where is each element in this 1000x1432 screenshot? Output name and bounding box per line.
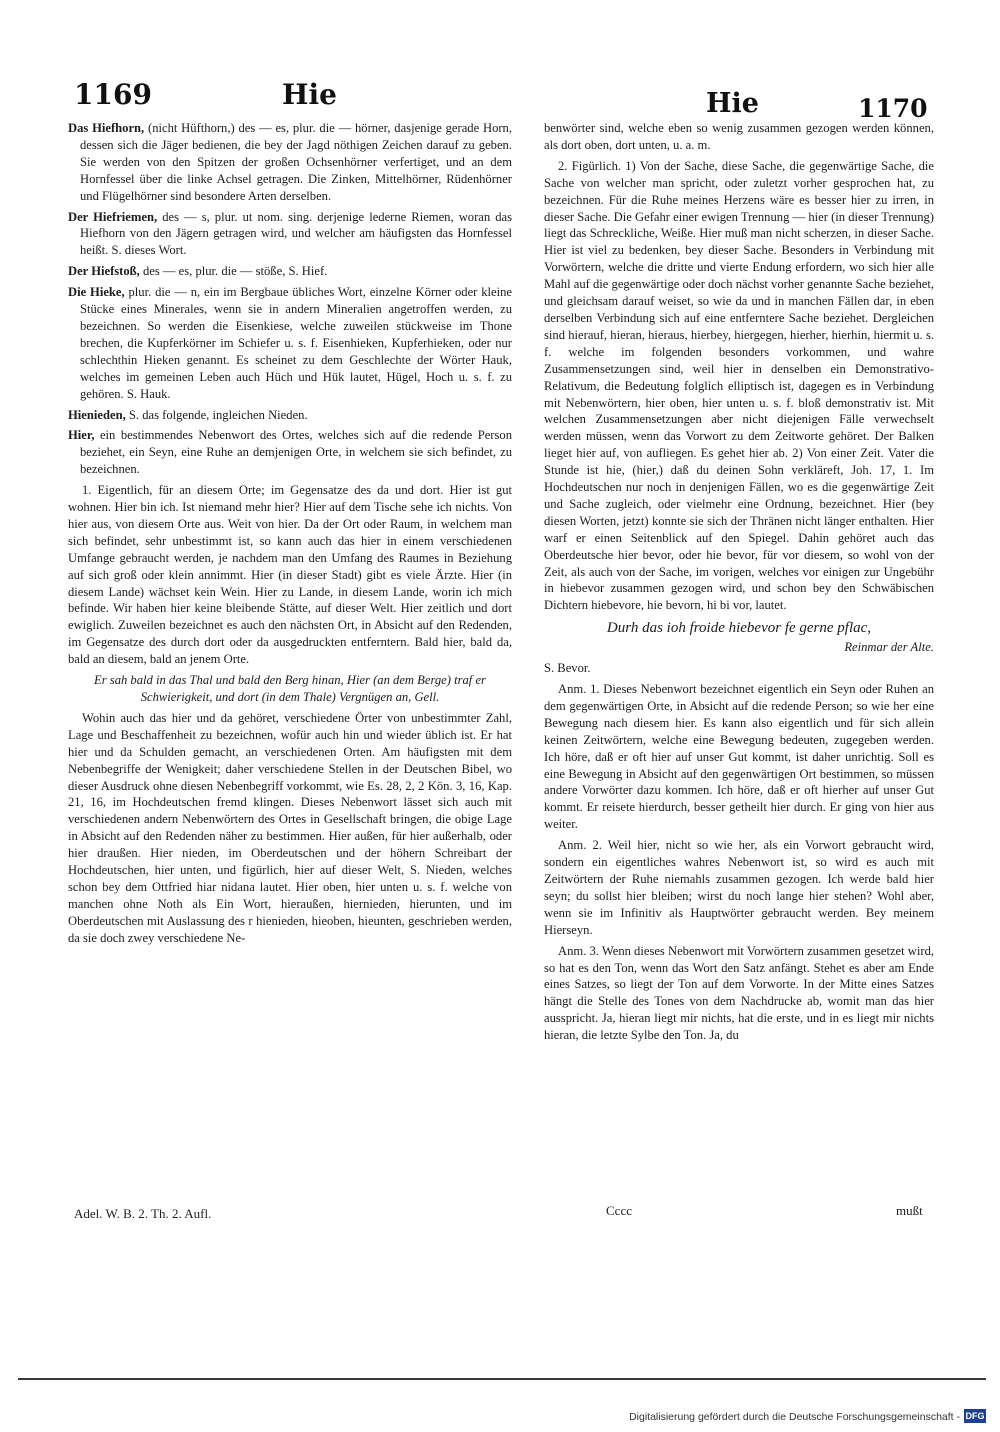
note-anm-3: Anm. 3. Wenn dieses Nebenwort mit Vorwörtern zusammen gesetzet wird, so hat es den Ton, wenn das Wort den Satz anfängt. Stehet es aber am Ende eines Satzes, so liegt der Ton auf dem Vorworte. In der Mitte eines Satzes hängt die Stelle des Tones von dem Nachdrucke ab, womit man das hier ausspricht. Ja, hieran liegt mir nichts, hat die erste, und in es liegt mir nichts hieran, die letzte Sylbe den Ton. Ja, du	[544, 943, 935, 1043]
dfg-logo: DFG	[965, 1411, 985, 1421]
entry-hiefhorn	[68, 120, 512, 205]
poem-quote: Durh das ioh froide hiebevor fe gerne pflac,	[606, 620, 872, 637]
lemma: Der Hiefstoß,	[68, 264, 140, 279]
entry-hienieden	[68, 407, 512, 424]
lemma: Der Hiefriemen,	[68, 209, 158, 224]
lemma: Hienieden,	[68, 407, 126, 422]
entry-text: des — s, plur. ut nom. sing. derjenige lederne Riemen, woran das Hiefhorn von den Jägern getragen wird, und welcher am häufigsten das Hornfessel heißt. S. dieses Wort.	[80, 209, 513, 258]
lemma: Das Hiefhorn,	[68, 121, 145, 135]
note-anm-2: Anm. 2. Weil hier, nicht so wie her, als ein Vorwort gebraucht wird, sondern ein eigentliches wahres Nebenwort ist, so wird es auch mit Zeitwörtern der Ruhe niemahls zusammen gezogen. Ich werde bald hier seyn; du sollst hier bleiben; wirst du noch lange hier stehen? Wohl aber, wenn sie im Infinitiv als Hauptwörter gebraucht werden. Bey meinem Hierseyn.	[544, 838, 934, 937]
entry-hiefstoss	[68, 263, 512, 280]
right-column	[544, 120, 934, 1048]
digitization-credit: Digitalisierung gefördert durch die Deutsche Forschungsgemeinschaft -	[629, 1411, 960, 1423]
entry-hier	[68, 427, 512, 478]
entry-text: ein bestimmendes Nebenwort des Ortes, welches sich auf die redende Person beziehet, ein Seyn, eine Ruhe an demjenigen Orte, in welchem sie sich befindet, zu bezeichnen.	[80, 428, 512, 477]
left-page-number: 1169	[74, 78, 152, 111]
entry-hiefriemen	[68, 209, 512, 260]
bottom-rule	[18, 1378, 986, 1380]
note-anm-1: Anm. 1. Dieses Nebenwort bezeichnet eigentlich ein Seyn oder Ruhen an dem gegenwärtigen Orte, in Absicht auf die redende Person; so wie her eine Bewegung nach diesem hier. Es kann also eigentlich und für sich allein keinen Zeitwörtern, welche eine Bewegung bedeuten, zugegeben werden. Ich höre, daß er oft hier auf unser Gut kommt, ist daher unrichtig. Soll es eine Bewegung in Absicht auf den gegenwärtigen Ort bestimmen, so müssen andere Vorwörter dazu kommen. Ich höre, daß er oft hierher auf unser Gut kommt. Er reisete hierdurch, besser getheilt hier durch. Er ging von hier aus weiter.	[544, 682, 934, 832]
verse-quote: Er sah bald in das Thal und bald den Berg hinan, Hier (an dem Berge) traf er Schwierigkeit, und dort (in dem Thale) Vergnügen an, Gell.	[94, 673, 486, 704]
entry-text: des — es, plur. die — stöße, S. Hief.	[142, 264, 328, 279]
right-footer-signature: Cccc	[606, 1203, 632, 1218]
right-running-head: Hie	[706, 88, 759, 119]
entry-hieke	[68, 284, 512, 402]
paragraph-eigentlich: 1. Eigentlich, für an diesem Orte; im Gegensatze des da und dort. Hier ist gut wohnen. Hier bin ich. Ist niemand mehr hier? Hier auf dem Tische sehe ich nichts. Von hier aus, von diesem Orte aus. Weit von hier. Da der Ort oder Raum, in welchem man sich befindet, sehr unbestimmt ist, so kann auch das hier in einem verschiedenen Umfange gebraucht werden, je nachdem man den Umfang des Raumes in Beziehung auf sich groß oder klein annimmt. Hier (in dieser Stadt) gibt es viele Ärzte. Hier (in diesem Lande) wächset kein Wein. Hier zu Lande, in diesem Lande, worin ich mich befinde. Wir haben hier keine bleibende Stätte, auf dieser Welt. Hier zeitlich und dort ewiglich. Zuweilen bezeichnet es auch den nächsten Ort, in Absicht auf den Redenden, im Gegensatze des durch dort oder da ausgedruckten entferntern. Bald hier, bald da, bald an diesem, bald an jenem Orte.	[68, 483, 512, 667]
right-footer-catchword: mußt	[896, 1203, 923, 1218]
entry-text: S. das folgende, ingleichen Nieden.	[128, 407, 308, 422]
left-running-head: Hie	[282, 78, 337, 111]
poem-attribution: Reinmar der Alte.	[844, 640, 934, 655]
entry-text: (nicht Hüfthorn,) des — es, plur. die — hörner, dasjenige gerade Horn, dessen sich die Jäger bedienen, die bey der Jagd nöthigen Zeichen darauf zu geben. Sie werden von den Spitzen der großen Ochsenhörner verfertiget, und an dem Hornfessel über die linke Achsel getragen. Die Zinken, Mittelhörner, Rüdenhörner und Flügelhörner sind besondere Arten derselben.	[80, 121, 513, 203]
left-footer-signature: Adel. W. B. 2. Th. 2. Aufl.	[74, 1206, 212, 1221]
lemma: Die Hieke,	[68, 285, 125, 300]
right-page-number: 1170	[858, 94, 928, 123]
paragraph-wohin: Wohin auch das hier und da gehöret, verschiedene Örter von unbestimmter Zahl, Lage und Beschaffenheit zu bezeichnen, wofür auch hin und wieder üblich ist. Er hat hier und da Schulden gemacht, an verschiedenen Orten. Am häufigsten mit dem Nebenbegriffe der Wenigkeit; daher verschiedene Stellen in der Deutschen Bibel, wo dieser Ausdruck ohne diesen Nebenbegriff vorkommt, wie Es. 28, 2, 2 Kön. 3, 16, Kap. 21, 16, im Hochdeutschen fremd klingen. Dieses Nebenwort lässet sich auch mit verschiedenen andern Nebenwörtern des Ortes in Gesellschaft bringen, die obige Lage in Absicht auf den Redenden näher zu bestimmen. Hier außen, für hier außerhalb, oder hier draußen. Hier nieden, im Oberdeutschen und der höhern Schreibart der Hochdeutschen, hier unten, und figürlich, hier auf dieser Welt, S. Nieden, welches schon bey dem Ottfried hiar nidana lautet. Hier oben, hier unten u. s. f. welche von manchen ohne Noth als Ein Wort, hieraußen, hiernieden, hierunten, und im Oberdeutschen mit Auslassung des r hienieden, hieoben, hieunten, geschrieben werden, da sie doch zwey verschiedene Ne-	[68, 710, 512, 945]
cross-reference: S. Bevor.	[544, 661, 591, 676]
paragraph-figuerlich: 2. Figürlich. 1) Von der Sache, diese Sache, die gegenwärtige Sache, die Sache von welcher man spricht, oder zuletzt vorher gesprochen hat, zu bezeichnen. Für die Ruhe meines Herzens wäre es besser hier zu irren, in dieser Sache. Die Gefahr einer ewigen Trennung — hier (in dieser Trennung) liegt das Schreckliche, Weiße. Hier muß man nicht scherzen, in dieser Sache. Hier ist viel zu bedenken, bey dieser Sache. Besonders in Verbindung mit Vorwörtern, welche die dritte und vierte Endung erfordern, wo sich hier alle Mahl auf die gegenwärtige oder doch nächst vorher genannte Sache beziehet, und gleichsam darauf weiset, so wie da und in manchen Fällen dar, in eben derselben Verbindung sich auf eine entferntere Sache beziehet. Dergleichen sind hierauf, hieran, hieraus, hierbey, hiergegen, hierher, hierhin, hiermit u. s. f. welche im folgenden besonders vorkommen, und wahre Zusammensetzungen sind, weil hier in denselben ein Demonstrativo-Relativum, die Bedeutung folglich elliptisch ist, dagegen es in Verbindung mit Nebenwörtern, hier oben, hier unten u. s. f. bloß demonstrativ ist. Mit welchen Zusammensetzungen aber nicht diejenigen Fälle verwechselt werden müssen, wenn das Vorwort zu dem Zeitworte gehöret. Der Balken lieget hier auf, von aufliegen. Es gehet hier ab. 2) Von einer Zeit. Vater die Stunde ist hie, (hier,) daß du deinen Sohn verkläreft, Joh. 17, 1. Im Hochdeutschen nur noch in denjenigen Fällen, wo es die gegenwärtige Zeit und Sache zugleich, oder vielmehr eine Ordnung, bezeichnet. Hier (bey diesen Worten, jetzt) konnte sie sich der Thränen nicht länger enthalten. Hier warf er einen Seitenblick auf den Spiegel. Dahin gehöret auch das Oberdeutsche hier bevor, oder hie bevor, für vor diesem, so wohl von der Zeit, als auch von der Sache, im vorigen, welches vor einigen zur Ungebühr in hiebevor zusammen gezogen wird, und schon bey den Schwäbischen Dichtern hiebevore, hie bevorn, hi bi vor, lautet.	[544, 158, 934, 613]
paragraph-continuation: benwörter sind, welche eben so wenig zusammen gezogen werden können, als dort oben, dort unten, u. a. m.	[544, 121, 934, 152]
entry-text: plur. die — n, ein im Bergbaue übliches Wort, einzelne Körner oder kleine Stücke eines Minerales, wenn sie in andern Mineralien angetroffen werden, zu bezeichnen. So werden die Eisenkiese, welche zuweilen stückweise im Thone brechen, die Kupferkörner im Schiefer u. s. f. Eisenhieken, Kupferhieken, oder nur schlechthin Hieken genannt. Es scheinet zu dem Geschlechte der Wörter Hauk, welches im gemeinen Leben auch Hüch und Hük lautet, Hügel, Hoch u. s. f. zu gehören. S. Hauk.	[80, 285, 512, 401]
left-column	[68, 120, 512, 951]
lemma: Hier,	[68, 428, 95, 443]
